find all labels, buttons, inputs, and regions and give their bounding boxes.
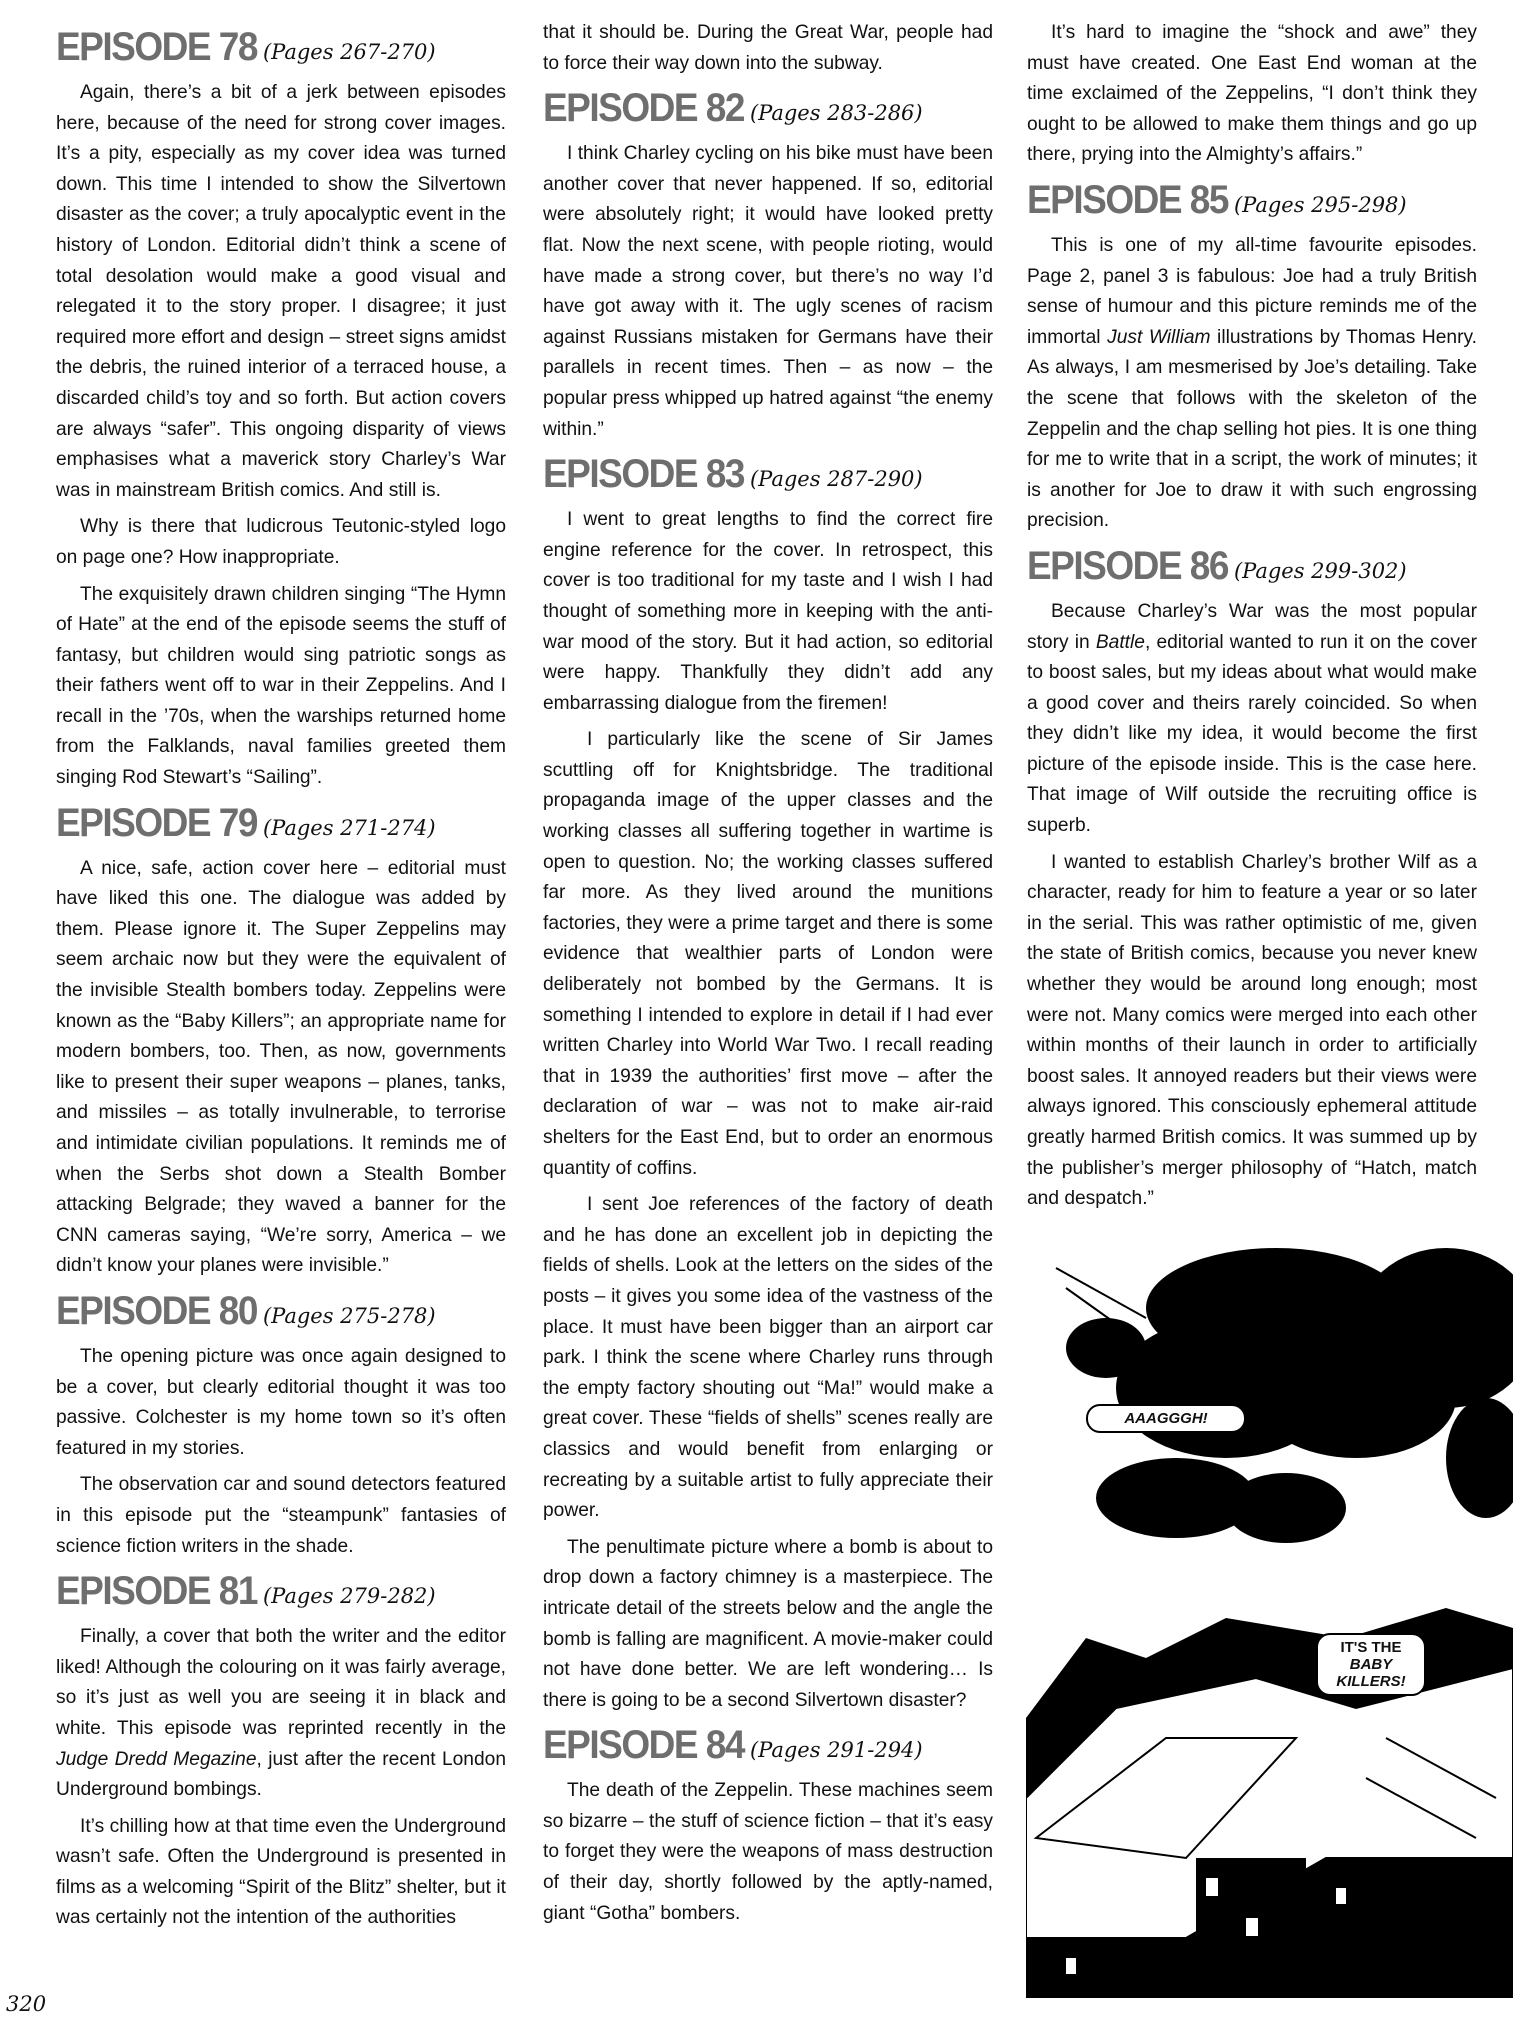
episode-number: EPISODE 82 [543,85,744,130]
italic-title-text: Judge Dredd Megazine [56,1748,257,1770]
episode-number: EPISODE 81 [56,1568,257,1613]
body-paragraph [1027,231,1477,537]
body-paragraph [543,1533,993,1717]
speech-bubble-text: IT'S THE [1340,1639,1402,1656]
paragraph-text: that it should be. During the Great War, people had to force their way down into the subway. [543,22,993,74]
paragraph-text: I went to great lengths to find the correct fire engine reference for the cover. In retrospect, this cover is too traditional for my taste and I wish I had thought of something more in keeping with the anti-war mood of the story. But it had action, so editorial were happy. Thankfully they didn’t add any embarrassing dialogue from the firemen! [543,509,993,714]
body-paragraph [1027,597,1477,842]
paragraph-text: , editorial wanted to run it on the cover to boost sales, but my ideas about what would make a good cover and theirs rarely coincided. So when they didn’t like my idea, it would become the first picture of the episode inside. This is the case here. That image of Wilf outside the recruiting office is superb. [1027,631,1477,837]
episode-number: EPISODE 78 [56,24,257,69]
paragraph-text: I wanted to establish Charley’s brother Wilf as a character, ready for him to feature a year or so later in the serial. This was rather optimistic of me, given the state of British comics, because you never knew whether they would be around long enough; most were not. Many comics were merged into each other within months of their launch in order to artificially boost sales. It annoyed readers but their views were always ignored. This consciously ephemeral attitude greatly harmed British comics. It was summed up by the publisher’s merger philosophy of “Hatch, match and despatch.” [1027,851,1477,1210]
speech-bubble-text: AAAGGGH! [1124,1410,1208,1427]
episode-heading [1027,545,1477,595]
episode-heading [543,453,993,503]
paragraph-text: The death of the Zeppelin. These machines seem so bizarre – the stuff of science fiction – that it’s easy to forget they were the weapons of mass destruction of their day, shortly followed by the aptly-named, giant “Gotha” bombers. [543,1780,993,1924]
episode-number: EPISODE 84 [543,1722,744,1767]
italic-title-text: Just William [1107,326,1211,348]
episode-heading [56,1290,506,1340]
paragraph-text: The observation car and sound detectors featured in this episode put the “steampunk” fantasies of science fiction writers in the shade. [56,1474,506,1557]
speech-bubble-baby-killers [1316,1633,1426,1696]
episode-heading [543,1724,993,1774]
paragraph-text: Finally, a cover that both the writer and the editor liked! Although the colouring on it was fairly average, so it’s just as well you are seeing it in black and white. This episode was reprinted recently in the [56,1626,506,1739]
paragraph-text: The penultimate picture where a bomb is about to drop down a factory chimney is a masterpiece. The intricate detail of the streets below and the angle the bomb is falling are magnificent. A movie-maker could not have done better. We are left wondering… Is there is going to be a second Silvertown disaster? [543,1536,993,1711]
paragraph-text: The exquisitely drawn children singing “The Hymn of Hate” at the end of the episode seems the stuff of fantasy, but children would sing patriotic songs as their fathers went off to war in their Zeppelins. And I recall in the ’70s, when the warships returned home from the Falklands, naval families greeted them singing Rod Stewart’s “Sailing”. [56,583,506,789]
body-paragraph [543,1776,993,1929]
episode-pages: (Pages 283-286) [749,101,923,126]
body-paragraph [1027,848,1477,1215]
paragraph-text: I think Charley cycling on his bike must have been another cover that never happened. If so, editorial were absolutely right; it would have looked pretty flat. Now the next scene, with people rioting, would have made a strong cover, but there’s no way I’d have got away with it. The ugly scenes of racism against Russians mistaken for Germans have their parallels in recent times. Then – as now – the popular press whipped up hatred against “the enemy within.” [543,143,993,440]
paragraph-text: Why is there that ludicrous Teutonic-styled logo on page one? How inappropriate. [56,516,506,568]
text-column-2 [543,18,993,1935]
body-paragraph [1027,18,1477,171]
body-paragraph [543,725,993,1184]
episode-heading [56,1570,506,1620]
paragraph-text: I particularly like the scene of Sir James scuttling off for Knightsbridge. The traditional propaganda image of the upper classes and the working classes all suffering together in wartime is open to question. No; the working classes suffered far more. As they lived around the munitions factories, they were a prime target and there is some evidence that wealthier parts of London were deliberately not bombed by the Germans. It is something I intended to explore in detail if I had ever written Charley into World War Two. I recall reading that in 1939 the authorities’ first move – after the declaration of war – was not to make air-raid shelters for the East End, but to order an enormous quantity of coffins. [543,729,993,1179]
body-paragraph [56,1622,506,1806]
speech-bubble-aaagggh [1086,1404,1246,1433]
episode-pages: (Pages 275-278) [262,1303,436,1328]
body-paragraph [56,512,506,573]
page-number: 320 [6,1992,47,2016]
paragraph-text: This is one of my all-time favourite episodes. Page 2, panel 3 is fabulous: Joe had a truly British sense of humour and this picture reminds me of the immortal [1027,234,1477,348]
text-column-1 [56,18,506,1940]
episode-number: EPISODE 79 [56,799,257,845]
episode-pages: (Pages 295-298) [1233,192,1407,217]
episode-number: EPISODE 80 [56,1288,257,1333]
paragraph-text: It’s hard to imagine the “shock and awe” they must have created. One East End woman at the time exclaimed of the Zeppelins, “I don’t think they ought to be allowed to make them things and go up there, prying into the Almighty’s affairs.” [1027,22,1477,166]
comic-panel-illustration [1026,1238,1513,1998]
body-paragraph [543,18,993,79]
speech-bubble-text: BABY [1349,1656,1393,1673]
paragraph-text: The opening picture was once again designed to be a cover, but clearly editorial thought it was too passive. Colchester is my home town so it’s often featured in my stories. [56,1345,506,1459]
body-paragraph [543,505,993,719]
paragraph-text: illustrations by Thomas Henry. As always, I am mesmerised by Joe’s detailing. Take the scene that follows with the skeleton of the Zeppelin and the chap selling hot pies. It is one thing for me to write that in a script, the work of minutes; it is another for Joe to draw it with such engrossing precision. [1027,326,1477,532]
episode-pages: (Pages 271-274) [262,815,436,840]
episode-heading [1027,179,1477,229]
speech-bubble-text: KILLERS! [1336,1673,1406,1690]
body-paragraph [56,1812,506,1934]
episode-number: EPISODE 86 [1027,543,1228,588]
body-paragraph [543,1190,993,1527]
episode-number: EPISODE 83 [543,451,744,496]
italic-title-text: Battle [1095,631,1145,653]
paragraph-text: , just after the recent London Underground bombings. [56,1748,506,1801]
body-paragraph [56,854,506,1282]
episode-heading [56,26,506,76]
body-paragraph [543,139,993,445]
episode-heading [543,87,993,137]
episode-pages: (Pages 291-294) [749,1738,923,1763]
explosion-artwork [1026,1238,1513,1998]
paragraph-text: Again, there’s a bit of a jerk between episodes here, because of the need for strong cover images. It’s a pity, especially as my cover idea was turned down. This time I intended to show the Silvertown disaster as the cover; a truly apocalyptic event in the history of London. Editorial didn’t think a scene of total desolation would make a good visual and relegated it to the story proper. I disagree; it just required more effort and design – street signs amidst the debris, the ruined interior of a terraced house, a discarded child’s toy and so forth. But action covers are always “safer”. This ongoing disparity of views emphasises what a maverick story Charley’s War was in mainstream British comics. And still is. [56,82,506,501]
paragraph-text: Because Charley’s War was the most popular story in [1027,600,1477,653]
paragraph-text: It’s chilling how at that time even the Underground wasn’t safe. Often the Underground is presented in films as a welcoming “Spirit of the Blitz” shelter, but it was certainly not the intention of the authorities [56,1815,506,1929]
body-paragraph [56,78,506,506]
body-paragraph [56,580,506,794]
episode-pages: (Pages 299-302) [1233,558,1407,583]
body-paragraph [56,1342,506,1464]
episode-pages: (Pages 267-270) [262,40,436,64]
episode-pages: (Pages 279-282) [262,1584,436,1609]
episode-number: EPISODE 85 [1027,177,1228,222]
episode-pages: (Pages 287-290) [749,467,923,492]
paragraph-text: I sent Joe references of the factory of death and he has done an excellent job in depicting the fields of shells. Look at the letters on the sides of the posts – it gives you some idea of the vastness of the place. It must have been bigger than an airport car park. I think the scene where Charley runs through the empty factory shouting out “Ma!” would make a great cover. These “fields of shells” scenes really are classics and would benefit from enlarging or recreating by a suitable artist to fully appreciate their power. [543,1194,993,1522]
text-column-3 [1027,18,1477,1221]
body-paragraph [56,1470,506,1562]
episode-heading [56,799,506,852]
paragraph-text: A nice, safe, action cover here – editorial must have liked this one. The dialogue was added by them. Please ignore it. The Super Zeppelins may seem archaic now but they were the equivalent of the invisible Stealth bombers today. Zeppelins were known as the “Baby Killers”; an appropriate name for modern bombers, too. Then, as now, governments like to present their super weapons – planes, tanks, and missiles – as totally invulnerable, to terrorise and intimidate civilian populations. It reminds me of when the Serbs shot down a Stealth Bomber attacking Belgrade; they waved a banner for the CNN cameras saying, “We’re sorry, America – we didn’t know your planes were invisible.” [56,857,506,1277]
